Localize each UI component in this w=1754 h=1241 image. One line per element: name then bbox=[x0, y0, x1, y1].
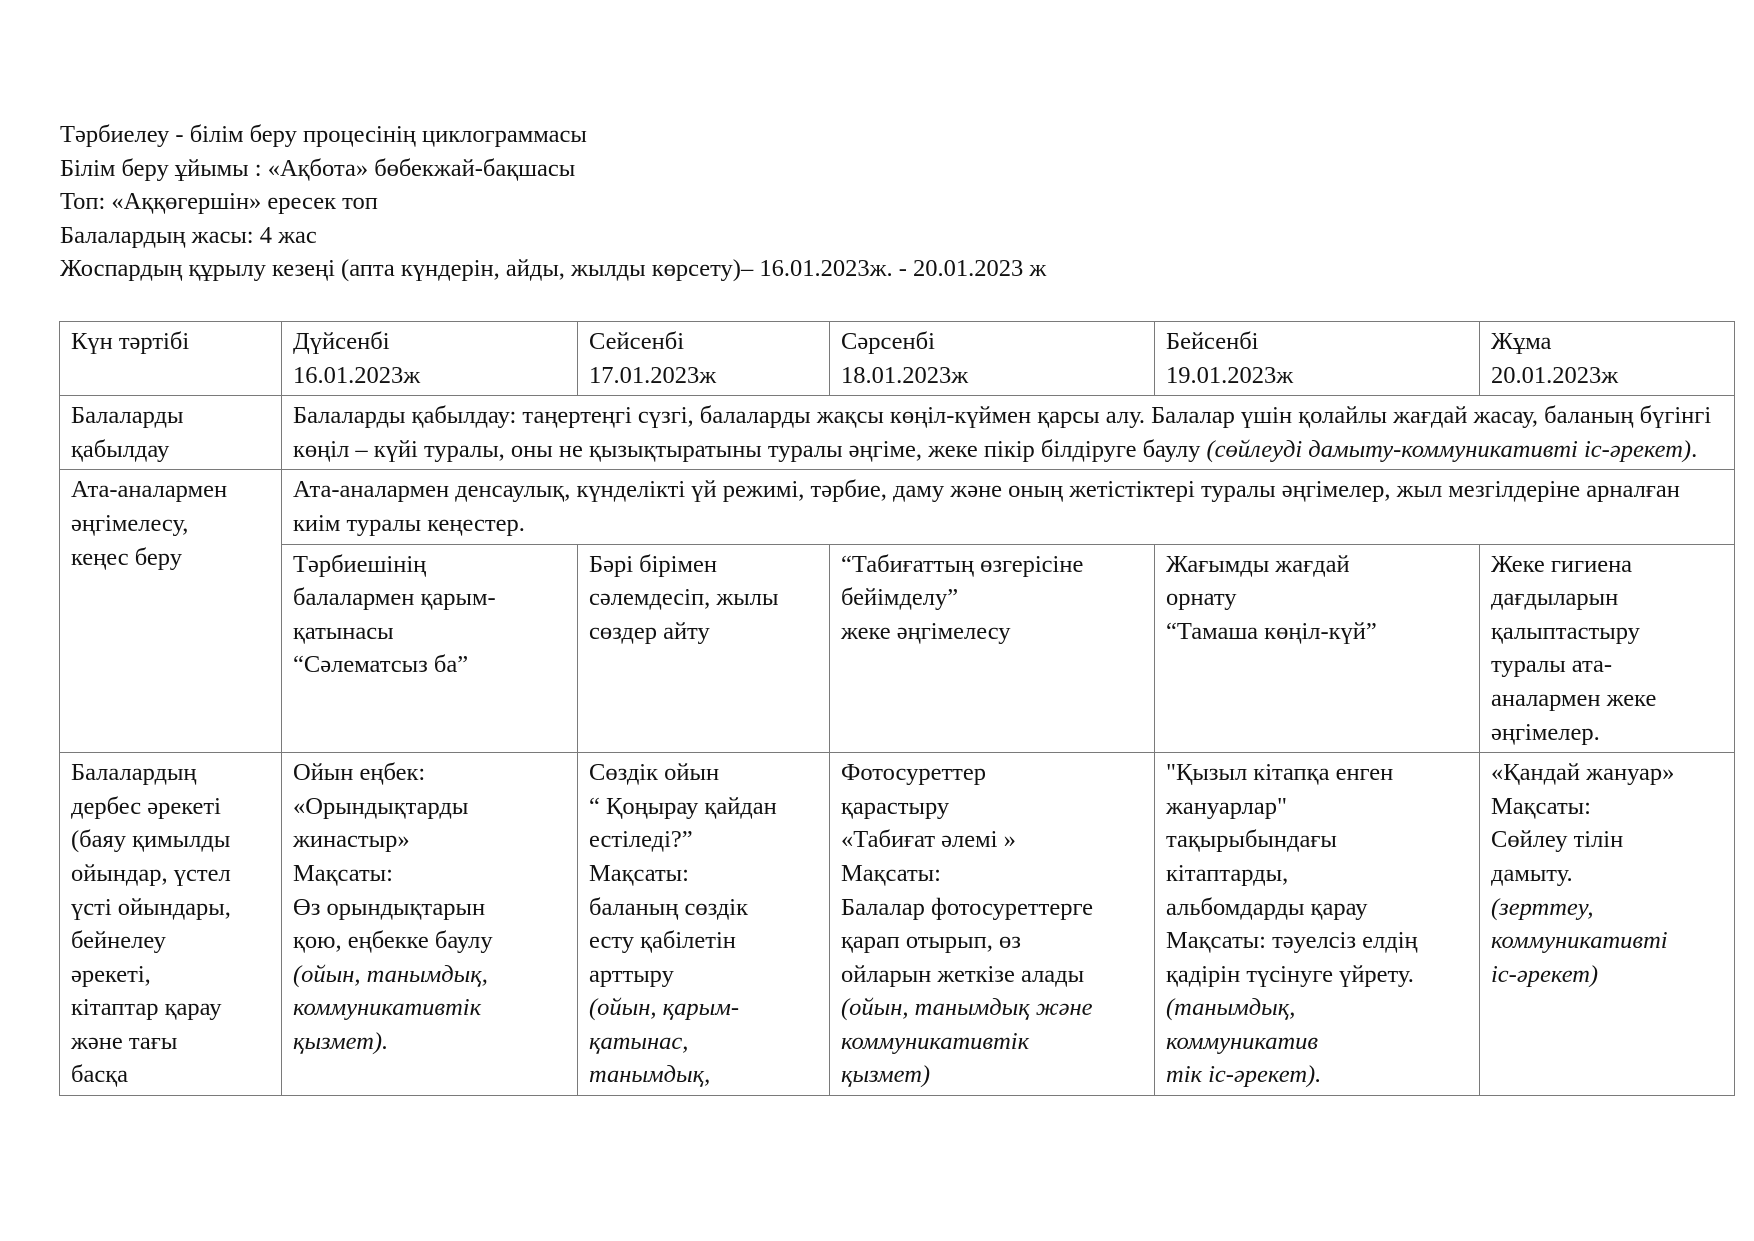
document-header bbox=[60, 118, 1046, 286]
day-date: 18.01.2023ж bbox=[841, 361, 969, 389]
parents-wednesday-cell: “Табиғаттың өзгерісіне бейімделу” жеке әңгімелесу bbox=[830, 544, 1155, 753]
group-line: Топ: «Аққөгершін» ересек топ bbox=[60, 188, 378, 215]
header-cell-tuesday bbox=[578, 322, 830, 396]
independent-tuesday-cell: Сөздік ойын “ Қоңырау қайдан естіледі?” Мақсаты: баланың сөздік есту қабілетін арттыру (ойын, қарым- қатынас, танымдық, bbox=[578, 753, 830, 1096]
period-line: Жоспардың құрылу кезеңі (апта күндерін, айды, жылды көрсету)– 16.01.2023ж. - 20.01.2023 ж bbox=[60, 255, 1047, 282]
document-title: Тәрбиелеу - білім беру процесінің циклограммасы bbox=[60, 121, 587, 148]
header-cell-schedule: Күн тәртібі bbox=[60, 322, 282, 396]
header-cell-wednesday bbox=[830, 322, 1155, 396]
parents-row-general bbox=[60, 470, 1735, 544]
table-header-row bbox=[60, 322, 1735, 396]
day-name: Бейсенбі bbox=[1166, 328, 1259, 355]
parents-general-text: Ата-аналармен денсаулық, күнделікті үй режимі, тәрбие, даму және оның жетістіктері туралы әңгімелер, жыл мезгілдеріне арналған киім туралы кеңестер. bbox=[293, 476, 1680, 537]
header-cell-friday bbox=[1480, 322, 1735, 396]
day-date: 19.01.2023ж bbox=[1166, 361, 1294, 389]
day-name: Дүйсенбі bbox=[293, 328, 390, 355]
parents-tuesday-cell: Бәрі бірімен сәлемдесіп, жылы сөздер айту bbox=[578, 544, 830, 753]
parents-general-cell bbox=[282, 470, 1735, 544]
independent-activity-row bbox=[60, 753, 1735, 1096]
header-cell-monday bbox=[282, 322, 578, 396]
independent-wednesday-cell: Фотосуреттер қарастыру «Табиғат әлемі » Мақсаты: Балалар фотосуреттерге қарап отырып, өз ойларын жеткізе алады (ойын, танымдық және коммуникативтік қызмет) bbox=[830, 753, 1155, 1096]
day-date: 16.01.2023ж bbox=[293, 361, 421, 389]
independent-monday-cell: Ойын еңбек: «Орындықтарды жинастыр» Мақсаты: Өз орындықтарын қою, еңбекке баулу (ойын, танымдық, коммуникативтік қызмет). bbox=[282, 753, 578, 1096]
parents-label-cell: Ата-аналармен әңгімелесу, кеңес беру bbox=[60, 470, 282, 753]
reception-text: Балаларды қабылдау: таңертеңгі сүзгі, балаларды жақсы көңіл-күймен қарсы алу. Балалар үшін қолайлы жағдай жасау, баланың бүгінгі көңіл – күйі туралы, оны не қызықтыратыны туралы әңгіме, жеке пікір білдіруге баулу bbox=[293, 402, 1712, 463]
day-name: Жұма bbox=[1491, 328, 1552, 355]
reception-text-cell: Балаларды қабылдау: таңертеңгі сүзгі, балаларды жақсы көңіл-күймен қарсы алу. Балалар үшін қолайлы жағдай жасау, баланың бүгінгі көңіл – күйі туралы, оны не қызықтыратыны туралы әңгіме, жеке пікір білдіруге баулу (сөйлеуді дамыту-коммуникативті іс-әрекет). bbox=[282, 396, 1735, 470]
independent-thursday-cell: "Қызыл кітапқа енген жануарлар" тақырыбындағы кітаптарды, альбомдарды қарау Мақсаты: тәуелсіз елдің қадірін түсінуге үйрету. (танымдық, коммуникатив тік іс-әрекет). bbox=[1155, 753, 1480, 1096]
independent-label-cell: Балалардың дербес әрекеті (баяу қимылды ойындар, үстел үсті ойындары, бейнелеу әрекеті, кітаптар қарау және тағы басқа bbox=[60, 753, 282, 1096]
age-line: Балалардың жасы: 4 жас bbox=[60, 221, 317, 249]
organization-line: Білім беру ұйымы : «Ақбота» бөбекжай-бақшасы bbox=[60, 154, 576, 182]
reception-label-cell: Балаларды қабылдау bbox=[60, 396, 282, 470]
day-name: Сәрсенбі bbox=[841, 328, 935, 355]
parents-monday-cell: Тәрбиешінің балалармен қарым- қатынасы “Сәлематсыз ба” bbox=[282, 544, 578, 753]
parents-friday-cell: Жеке гигиена дағдыларын қалыптастыру туралы ата- аналармен жеке әңгімелер. bbox=[1480, 544, 1735, 753]
day-date: 20.01.2023ж bbox=[1491, 361, 1619, 389]
parents-thursday-cell: Жағымды жағдай орнату “Тамаша көңіл-күй” bbox=[1155, 544, 1480, 753]
day-date: 17.01.2023ж bbox=[589, 361, 717, 389]
cyclogram-table bbox=[59, 321, 1735, 1096]
reception-text-activity: (сөйлеуді дамыту-коммуникативті іс-әрекет) bbox=[1206, 435, 1692, 463]
parents-row-daily bbox=[60, 544, 1735, 753]
header-cell-thursday bbox=[1155, 322, 1480, 396]
independent-friday-cell: «Қандай жануар» Мақсаты: Сөйлеу тілін дамыту. (зерттеу, коммуникативті іс-әрекет) bbox=[1480, 753, 1735, 1096]
reception-row bbox=[60, 396, 1735, 470]
day-name: Сейсенбі bbox=[589, 328, 685, 355]
